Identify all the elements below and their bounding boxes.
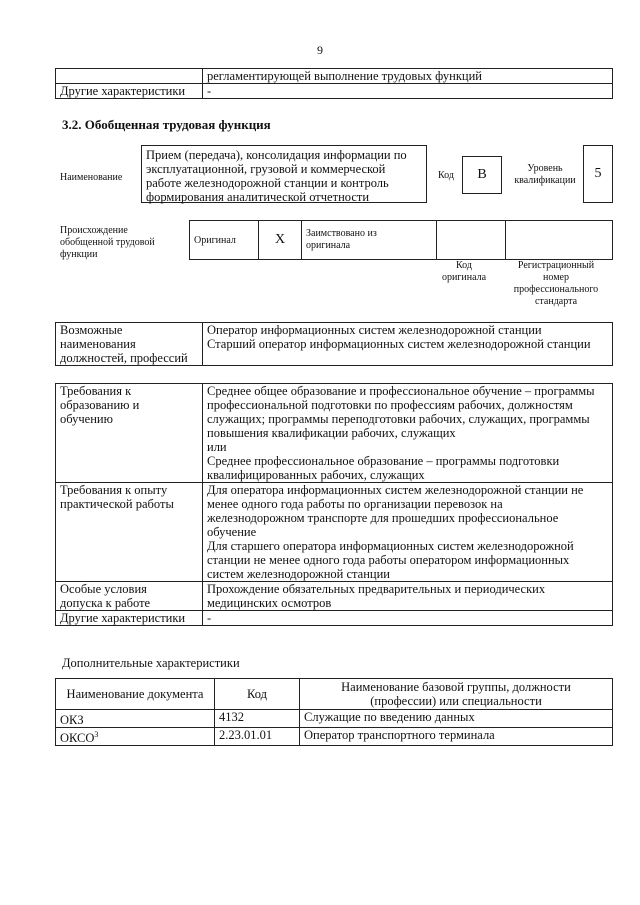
page-number: 9 bbox=[317, 43, 323, 57]
table-row bbox=[56, 483, 613, 582]
doc-cell bbox=[56, 710, 215, 728]
value-line: Для оператора информационных систем железнодорожной станции не bbox=[207, 483, 584, 497]
requirements-table bbox=[55, 383, 613, 626]
table-row bbox=[56, 582, 613, 611]
caption-line: Регистрационный bbox=[517, 260, 595, 271]
other-value: - bbox=[203, 611, 613, 626]
code-cell: 4132 bbox=[215, 710, 300, 728]
label-line: Требования к опыту bbox=[60, 483, 168, 497]
header-name bbox=[300, 679, 613, 710]
original-mark: X bbox=[259, 221, 302, 260]
original-label: Оригинал bbox=[190, 221, 259, 260]
value-line: менее одного года работы по организации перевозок на bbox=[207, 497, 503, 511]
label-line: Требования к bbox=[60, 384, 132, 398]
value-line: Среднее общее образование и профессиональное обучение – программы bbox=[207, 384, 595, 398]
borrowed-label-line: Заимствовано из bbox=[306, 228, 377, 239]
reg-number-cell bbox=[506, 221, 613, 260]
value-line: профессиональной подготовки по профессиям рабочих, должностям bbox=[207, 398, 573, 412]
table-cell: - bbox=[203, 84, 613, 99]
value-line: повышения квалификации рабочих, служащих bbox=[207, 426, 456, 440]
reg-caption bbox=[500, 260, 612, 308]
table-cell bbox=[56, 69, 203, 84]
experience-value bbox=[203, 483, 613, 582]
function-name-line: работе железнодорожной станции и контроль bbox=[146, 176, 389, 190]
caption-line: стандарта bbox=[534, 296, 578, 307]
admission-label bbox=[56, 582, 203, 611]
doc-text: ОКЗ bbox=[60, 713, 84, 728]
value-line: Оператор информационных систем железнодорожной станции bbox=[207, 323, 542, 337]
table-row bbox=[56, 710, 613, 728]
table-cell: регламентирующей выполнение трудовых функций bbox=[203, 69, 613, 84]
code-value: B bbox=[462, 156, 502, 194]
label-line: должностей, профессий bbox=[60, 351, 188, 365]
table-row bbox=[56, 323, 613, 366]
caption-line: номер bbox=[543, 272, 569, 283]
level-value: 5 bbox=[583, 145, 613, 203]
label-line: образованию и bbox=[60, 398, 140, 412]
caption-line: оригинала bbox=[441, 272, 487, 283]
value-line: медицинских осмотров bbox=[207, 596, 332, 610]
origin-label-line: обобщенной трудовой bbox=[60, 237, 155, 248]
code-cell: 2.23.01.01 bbox=[215, 728, 300, 746]
name-cell: Оператор транспортного терминала bbox=[300, 728, 613, 746]
origin-label-line: Происхождение bbox=[60, 225, 128, 236]
function-name-line: Прием (передача), консолидация информации по bbox=[146, 148, 407, 162]
table-row bbox=[56, 728, 613, 746]
label-line: наименования bbox=[60, 337, 136, 351]
table-row bbox=[56, 84, 613, 99]
value-line: Среднее профессиональное образование – программы подготовки bbox=[207, 454, 560, 468]
value-line: или bbox=[207, 440, 227, 454]
label-line: допуска к работе bbox=[60, 596, 151, 610]
doc-cell bbox=[56, 728, 215, 746]
header-line: (профессии) или специальности bbox=[370, 694, 542, 708]
table-row bbox=[56, 611, 613, 626]
function-name-line: формирования аналитической отчетности bbox=[146, 190, 370, 204]
caption-line: Код bbox=[456, 260, 472, 271]
value-line: Для старшего оператора информационных систем железнодорожной bbox=[207, 539, 574, 553]
table-row bbox=[56, 69, 613, 84]
value-line: обучение bbox=[207, 525, 257, 539]
table-row bbox=[190, 221, 613, 260]
other-label: Другие характеристики bbox=[56, 611, 203, 626]
value-line: Прохождение обязательных предварительных и периодических bbox=[207, 582, 546, 596]
value-line: служащих; программы переподготовки рабочих, служащих, программы bbox=[207, 412, 590, 426]
education-label bbox=[56, 384, 203, 483]
header-line: Наименование базовой группы, должности bbox=[341, 680, 571, 694]
function-name-box bbox=[141, 145, 427, 203]
value-line: Старший оператор информационных систем железнодорожной станции bbox=[207, 337, 591, 351]
label-line: обучению bbox=[60, 412, 113, 426]
value-line: станции не менее одного года работы оператором информационных bbox=[207, 553, 570, 567]
additional-title: Дополнительные характеристики bbox=[62, 656, 240, 670]
origin-code-cell bbox=[437, 221, 506, 260]
positions-table bbox=[55, 322, 613, 366]
header-code: Код bbox=[215, 679, 300, 710]
table-cell: Другие характеристики bbox=[56, 84, 203, 99]
label-line: Возможные bbox=[60, 323, 123, 337]
header-doc: Наименование документа bbox=[56, 679, 215, 710]
value-line: систем железнодорожной станции bbox=[207, 567, 390, 581]
code-label: Код bbox=[438, 170, 454, 181]
admission-value bbox=[203, 582, 613, 611]
value-line: железнодорожном транспорте для прошедших профессиональное bbox=[207, 511, 559, 525]
name-label: Наименование bbox=[60, 172, 123, 183]
table-row bbox=[56, 384, 613, 483]
education-value bbox=[203, 384, 613, 483]
label-line: Особые условия bbox=[60, 582, 147, 596]
experience-label bbox=[56, 483, 203, 582]
section-title: 3.2. Обобщенная трудовая функция bbox=[62, 117, 271, 132]
function-name-line: эксплуатационной, грузовой и коммерческой bbox=[146, 162, 386, 176]
name-cell: Служащие по введению данных bbox=[300, 710, 613, 728]
additional-table bbox=[55, 678, 613, 746]
positions-value bbox=[203, 323, 613, 366]
origin-label bbox=[60, 225, 155, 261]
borrowed-label bbox=[302, 221, 437, 260]
origin-label-line: функции bbox=[60, 249, 98, 260]
value-line: квалифицированных рабочих, служащих bbox=[207, 468, 425, 482]
level-label bbox=[510, 163, 580, 187]
level-label-line: Уровень bbox=[527, 163, 563, 174]
caption-line: профессионального bbox=[513, 284, 599, 295]
level-label-line: квалификации bbox=[514, 175, 576, 186]
label-line: практической работы bbox=[60, 497, 174, 511]
code-caption bbox=[430, 260, 498, 284]
positions-label bbox=[56, 323, 203, 366]
doc-text: ОКСО bbox=[60, 731, 95, 746]
origin-table bbox=[189, 220, 613, 260]
borrowed-label-line: оригинала bbox=[306, 240, 351, 251]
top-fragment-table bbox=[55, 68, 613, 99]
doc-sup: 3 bbox=[94, 730, 99, 740]
table-header-row bbox=[56, 679, 613, 710]
